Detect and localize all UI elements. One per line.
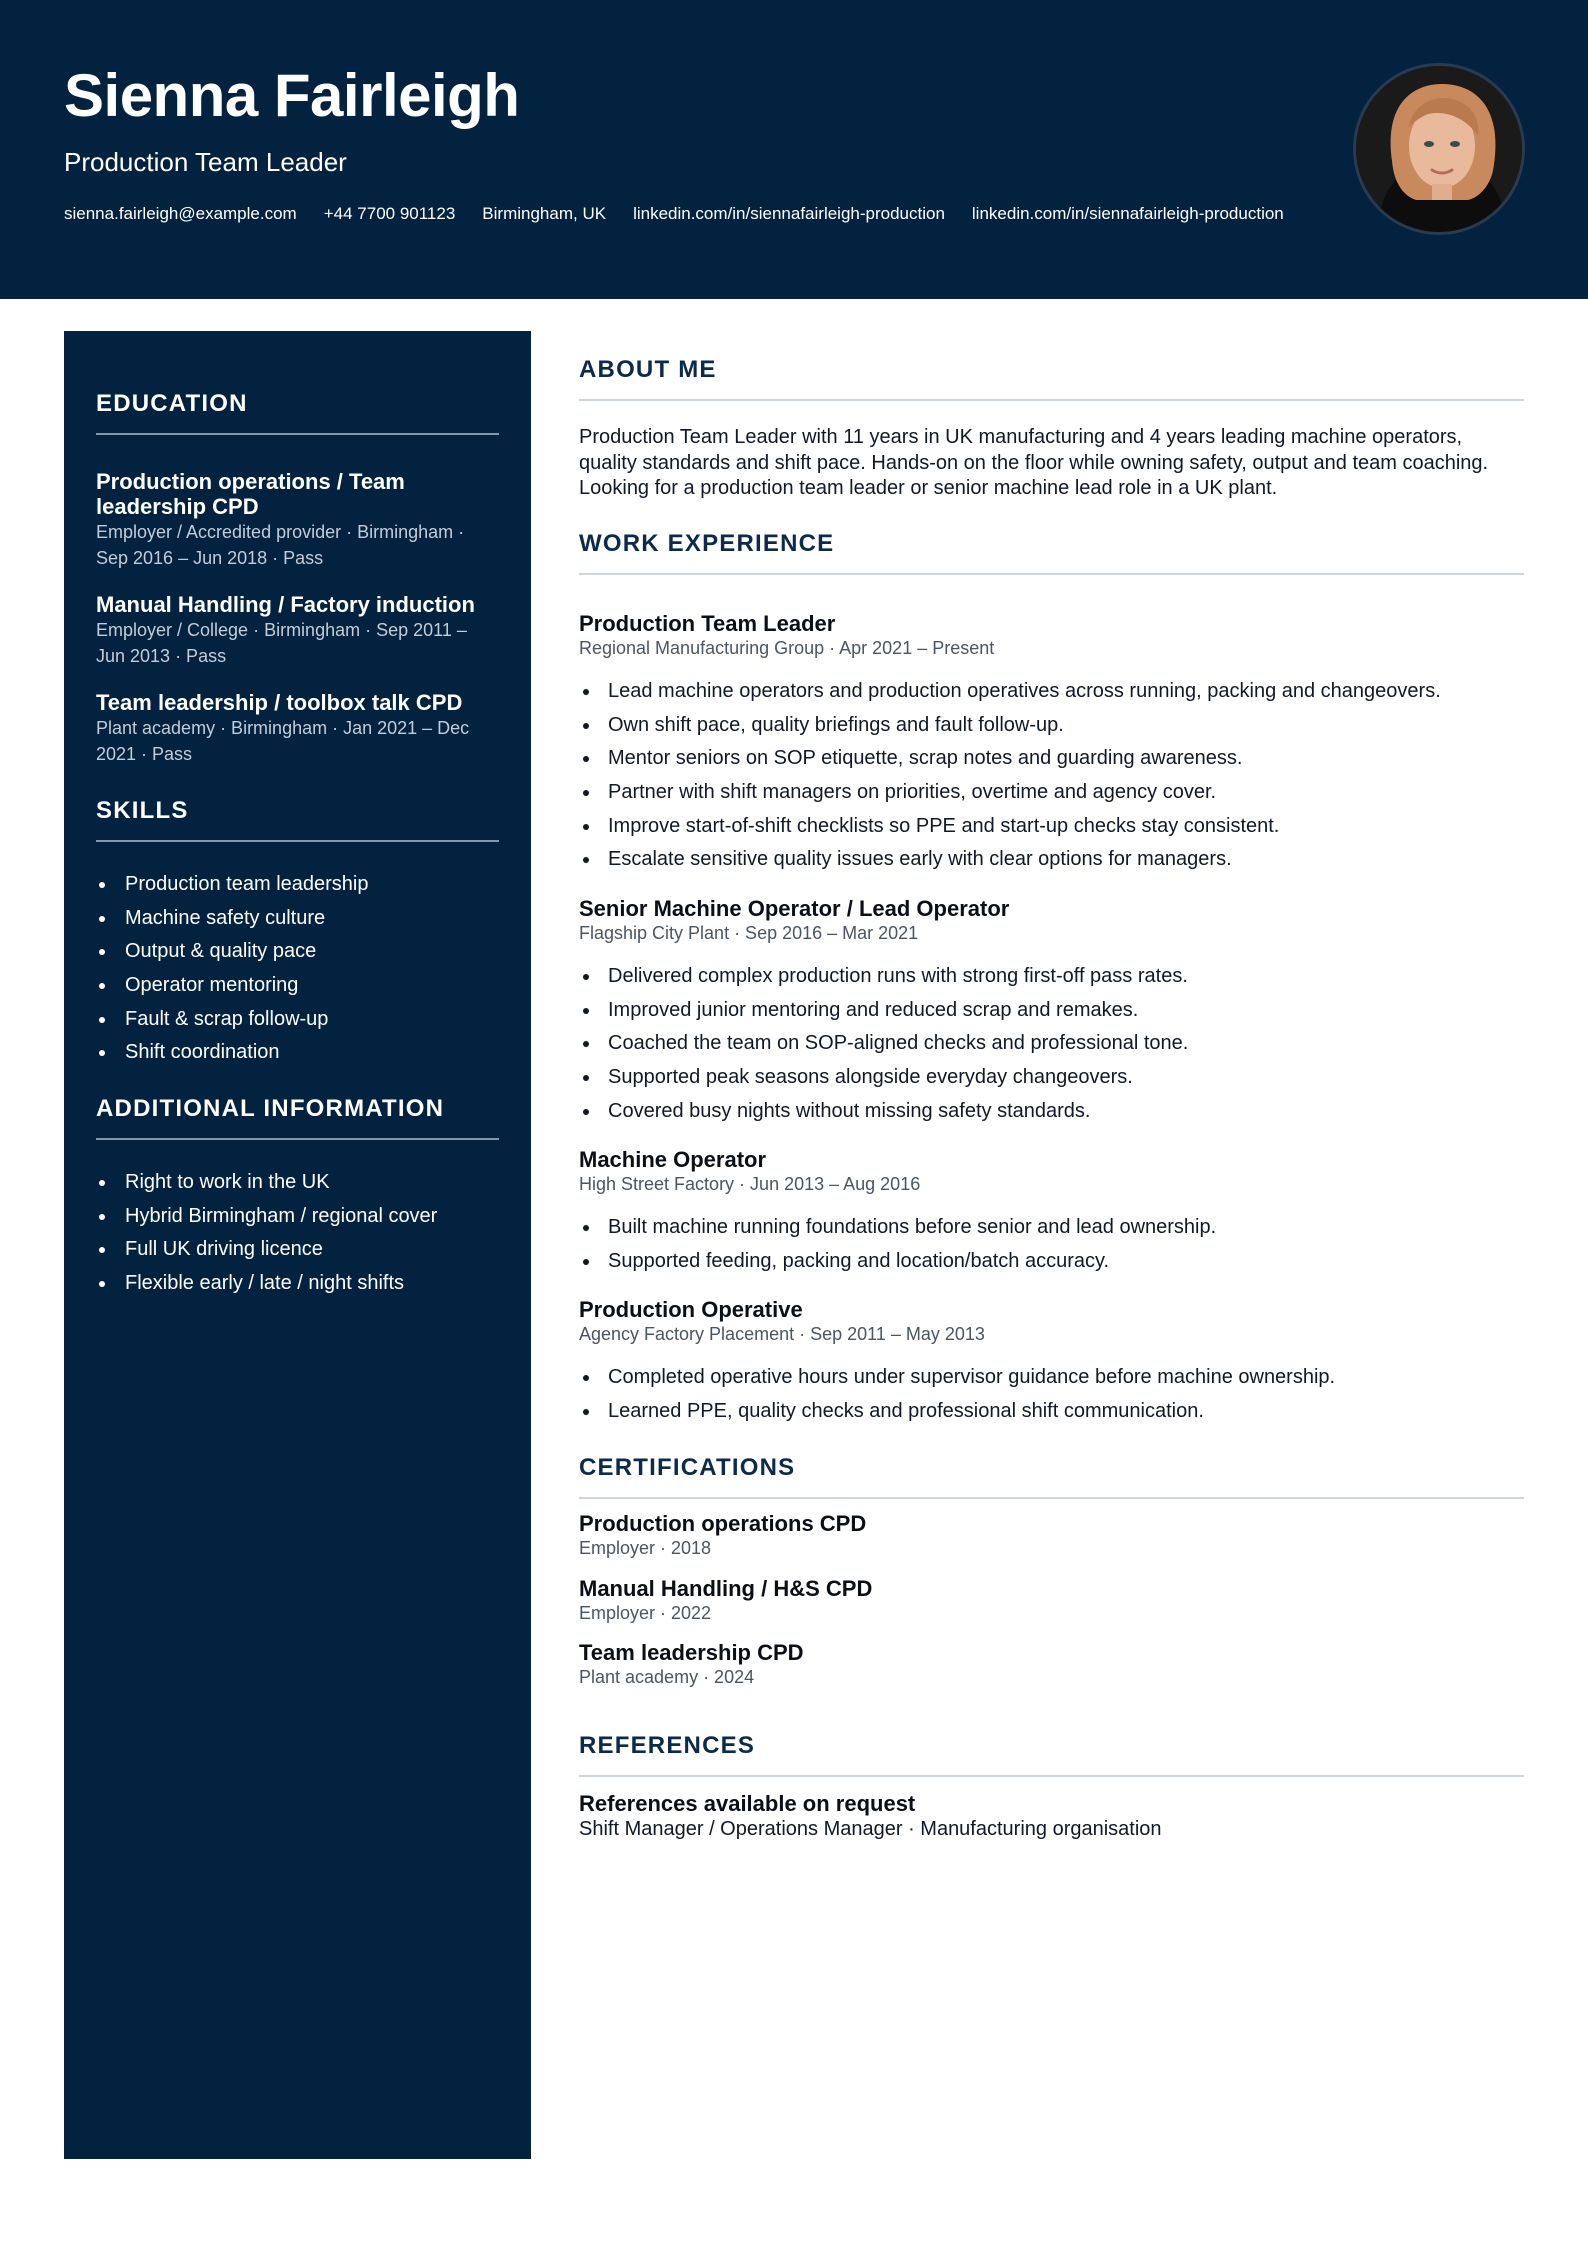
job-meta: Agency Factory Placement · Sep 2011 – May 2013 — [579, 1324, 985, 1344]
skill-item: Fault & scrap follow-up — [96, 1006, 499, 1040]
contact-email[interactable]: sienna.fairleigh@example.com — [64, 204, 297, 223]
job-meta: Regional Manufacturing Group · Apr 2021 – Present — [579, 638, 995, 658]
job-bullet: Learned PPE, quality checks and professional shift communication. — [579, 1398, 1524, 1432]
job-bullet: Delivered complex production runs with strong first-off pass rates. — [579, 963, 1524, 997]
education-meta: Employer / Accredited provider · Birmingham · Sep 2016 – Jun 2018 · Pass — [96, 522, 465, 568]
job-bullet: Built machine running foundations before senior and lead ownership. — [579, 1214, 1524, 1248]
job-bullet: Improved junior mentoring and reduced scrap and remakes. — [579, 997, 1524, 1031]
candidate-name: Sienna Fairleigh — [64, 62, 520, 129]
education-meta: Plant academy · Birmingham · Jan 2021 – Dec 2021 · Pass — [96, 718, 470, 764]
job-title: Production Team Leader — [579, 611, 836, 636]
contact-phone[interactable]: +44 7700 901123 — [323, 204, 456, 223]
skills-list — [96, 871, 499, 1073]
contact-linkedin[interactable]: linkedin.com/in/siennafairleigh-production — [633, 204, 945, 223]
job-bullet: Escalate sensitive quality issues early with clear options for managers. — [579, 846, 1524, 880]
references-heading: REFERENCES — [579, 1731, 1524, 1777]
job-bullet: Completed operative hours under supervisor guidance before machine ownership. — [579, 1364, 1524, 1398]
sidebar — [64, 331, 531, 2159]
additional-info-item: Flexible early / late / night shifts — [96, 1270, 499, 1304]
job-bullet: Lead machine operators and production operatives across running, packing and changeovers. — [579, 678, 1524, 712]
education-meta: Employer / College · Birmingham · Sep 2011 – Jun 2013 · Pass — [96, 620, 467, 666]
about-text: Production Team Leader with 11 years in UK manufacturing and 4 years leading machine operators, quality standards and shift pace. Hands-on on the floor while owning safety, output and team coaching. Looking for a production team leader or senior machine lead role in a UK plant. — [579, 426, 1489, 499]
certification-meta: Employer · 2022 — [579, 1603, 712, 1623]
education-item — [96, 592, 499, 669]
candidate-role: Production Team Leader — [64, 147, 347, 177]
contact-row — [64, 202, 1284, 226]
contact-linkedin-2[interactable]: linkedin.com/in/siennafairleigh-production — [971, 204, 1284, 223]
avatar — [1353, 63, 1525, 235]
job-title: Senior Machine Operator / Lead Operator — [579, 896, 1010, 921]
certifications-heading: CERTIFICATIONS — [579, 1453, 1524, 1499]
job-bullets — [579, 678, 1524, 880]
education-title: Team leadership / toolbox talk CPD — [96, 690, 463, 715]
education-item — [96, 690, 499, 767]
job-bullet: Partner with shift managers on priorities, overtime and agency cover. — [579, 779, 1524, 813]
skills-heading: SKILLS — [96, 796, 499, 842]
certification-item — [579, 1640, 1524, 1689]
education-item — [96, 469, 499, 571]
job-meta: High Street Factory · Jun 2013 – Aug 2016 — [579, 1174, 921, 1194]
job-bullets — [579, 963, 1524, 1131]
certification-title: Production operations CPD — [579, 1511, 867, 1536]
job-bullet: Covered busy nights without missing safety standards. — [579, 1098, 1524, 1132]
certification-item — [579, 1511, 1524, 1560]
education-title: Production operations / Team leadership CPD — [96, 469, 405, 519]
job-bullet: Coached the team on SOP-aligned checks and professional tone. — [579, 1030, 1524, 1064]
job-bullet: Own shift pace, quality briefings and fault follow-up. — [579, 712, 1524, 746]
contact-location: Birmingham, UK — [482, 204, 607, 223]
references-title: References available on request — [579, 1791, 916, 1816]
job-entry — [579, 896, 1524, 1131]
job-title: Machine Operator — [579, 1147, 767, 1172]
skill-item: Operator mentoring — [96, 972, 499, 1006]
certification-title: Team leadership CPD — [579, 1640, 804, 1665]
job-entry — [579, 1297, 1524, 1431]
skill-item: Production team leadership — [96, 871, 499, 905]
certification-meta: Employer · 2018 — [579, 1538, 712, 1558]
work-experience-heading: WORK EXPERIENCE — [579, 529, 1524, 575]
job-entry — [579, 611, 1524, 880]
job-meta: Flagship City Plant · Sep 2016 – Mar 2021 — [579, 923, 919, 943]
job-bullets — [579, 1214, 1524, 1281]
references-subtitle: Shift Manager / Operations Manager · Manufacturing organisation — [579, 1818, 1162, 1840]
additional-info-list — [96, 1169, 499, 1304]
education-heading: EDUCATION — [96, 389, 499, 435]
job-bullets — [579, 1364, 1524, 1431]
skill-item: Output & quality pace — [96, 938, 499, 972]
job-bullet: Supported feeding, packing and location/batch accuracy. — [579, 1248, 1524, 1282]
job-bullet: Improve start-of-shift checklists so PPE and start-up checks stay consistent. — [579, 813, 1524, 847]
certification-title: Manual Handling / H&S CPD — [579, 1576, 873, 1601]
skill-item: Machine safety culture — [96, 905, 499, 939]
job-entry — [579, 1147, 1524, 1281]
job-bullet: Mentor seniors on SOP etiquette, scrap notes and guarding awareness. — [579, 745, 1524, 779]
job-bullet: Supported peak seasons alongside everyday changeovers. — [579, 1064, 1524, 1098]
job-title: Production Operative — [579, 1297, 803, 1322]
education-title: Manual Handling / Factory induction — [96, 592, 475, 617]
additional-info-item: Right to work in the UK — [96, 1169, 499, 1203]
profile-photo-illustration — [1356, 66, 1525, 235]
additional-info-item: Full UK driving licence — [96, 1236, 499, 1270]
about-heading: ABOUT ME — [579, 355, 1524, 401]
certification-meta: Plant academy · 2024 — [579, 1667, 755, 1687]
references-item — [579, 1791, 1524, 1842]
resume-header — [0, 0, 1588, 299]
additional-info-heading: ADDITIONAL INFORMATION — [96, 1094, 499, 1140]
skill-item: Shift coordination — [96, 1039, 499, 1073]
certification-item — [579, 1576, 1524, 1625]
additional-info-item: Hybrid Birmingham / regional cover — [96, 1203, 499, 1237]
